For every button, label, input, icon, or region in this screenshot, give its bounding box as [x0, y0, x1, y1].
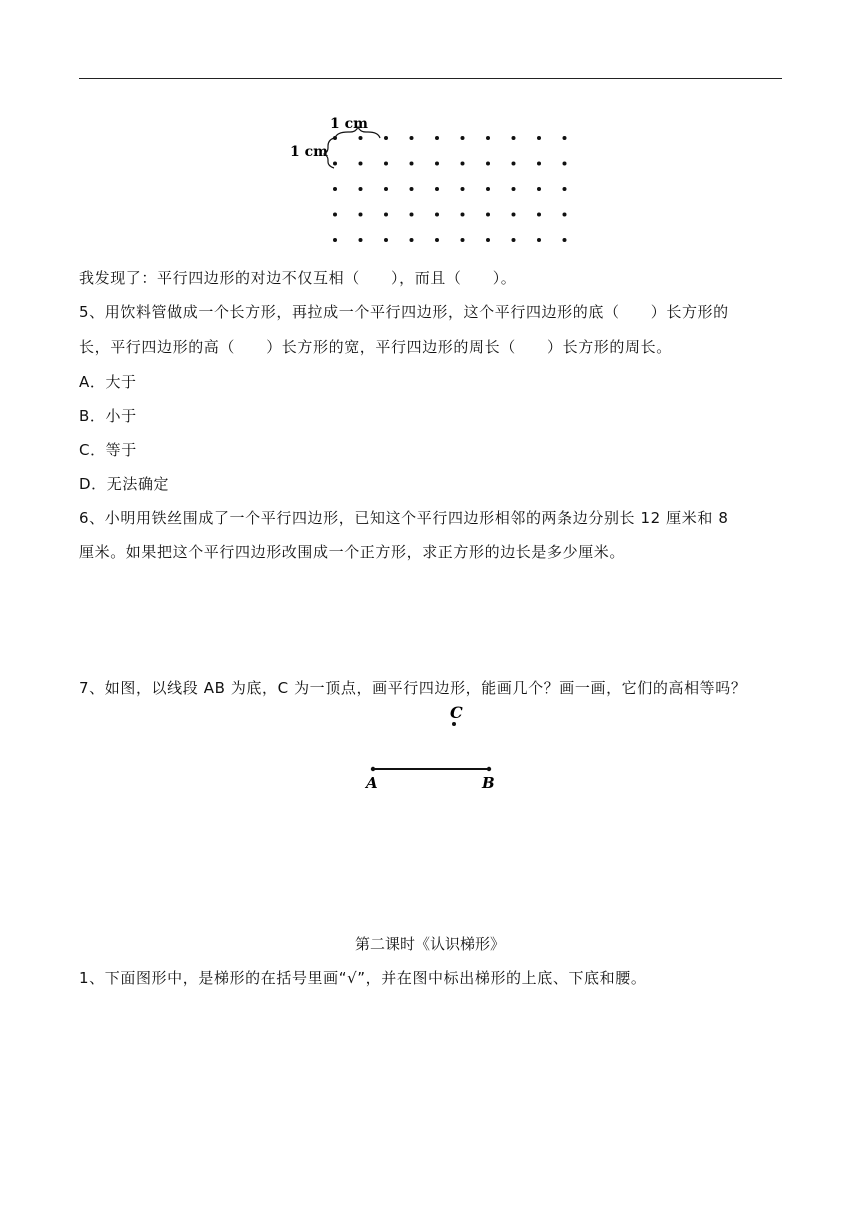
- grid-dot: [512, 187, 516, 191]
- grid-dot: [384, 136, 388, 140]
- height-label: 1 cm: [290, 144, 328, 160]
- dot-grid-figure: [280, 110, 580, 255]
- grid-dot: [486, 187, 490, 191]
- grid-dot: [333, 187, 337, 191]
- grid-dot: [563, 187, 567, 191]
- width-label: 1 cm: [330, 116, 368, 132]
- grid-dot: [435, 187, 439, 191]
- grid-dot: [435, 213, 439, 217]
- point-c: [452, 722, 456, 726]
- q4-conclusion: 我发现了：平行四边形的对边不仅互相（ ），而且（ ）。: [79, 269, 517, 287]
- grid-dot: [410, 238, 414, 242]
- grid-dot: [359, 136, 363, 140]
- grid-dot: [486, 213, 490, 217]
- grid-dot: [410, 162, 414, 166]
- grid-dot: [512, 213, 516, 217]
- grid-dot: [333, 238, 337, 242]
- grid-dot: [435, 136, 439, 140]
- grid-dot: [333, 136, 337, 140]
- label-c: C: [450, 703, 463, 722]
- grid-dot: [461, 136, 465, 140]
- q7-text: 7、如图，以线段 AB 为底，C 为一顶点，画平行四边形，能画几个？画一画，它们的高相等吗？: [79, 679, 747, 697]
- segment-figure: [355, 700, 515, 800]
- grid-dot: [563, 136, 567, 140]
- grid-dot: [435, 238, 439, 242]
- grid-dot: [461, 238, 465, 242]
- grid-dot: [537, 136, 541, 140]
- q5-line1: 5、用饮料管做成一个长方形，再拉成一个平行四边形，这个平行四边形的底（ ）长方形的: [79, 303, 729, 321]
- s2-q1: 1、下面图形中，是梯形的在括号里画“√”，并在图中标出梯形的上底、下底和腰。: [79, 969, 647, 987]
- point-b: [487, 767, 491, 771]
- q5-line2: 长，平行四边形的高（ ）长方形的宽，平行四边形的周长（ ）长方形的周长。: [79, 338, 672, 356]
- grid-dot: [563, 162, 567, 166]
- grid-dot: [537, 238, 541, 242]
- grid-dot: [359, 213, 363, 217]
- grid-dot: [486, 136, 490, 140]
- grid-dot: [512, 162, 516, 166]
- grid-dot: [563, 213, 567, 217]
- option-c: C．等于: [79, 441, 137, 459]
- grid-dot: [384, 187, 388, 191]
- grid-dot: [512, 238, 516, 242]
- grid-dot: [512, 136, 516, 140]
- option-d: D．无法确定: [79, 475, 170, 493]
- grid-dot: [333, 162, 337, 166]
- option-a: A．大于: [79, 373, 137, 391]
- grid-dot: [461, 162, 465, 166]
- height-brace: [324, 138, 334, 168]
- grid-dot: [410, 213, 414, 217]
- grid-dot: [359, 162, 363, 166]
- grid-dot: [410, 187, 414, 191]
- grid-dot: [461, 187, 465, 191]
- grid-dot: [563, 238, 567, 242]
- grid-dot: [333, 213, 337, 217]
- grid-dot: [461, 213, 465, 217]
- grid-dot: [486, 162, 490, 166]
- label-a: A: [366, 774, 378, 792]
- grid-dot: [359, 238, 363, 242]
- q6-line2: 厘米。如果把这个平行四边形改围成一个正方形，求正方形的边长是多少厘米。: [79, 543, 626, 561]
- q6-line1: 6、小明用铁丝围成了一个平行四边形，已知这个平行四边形相邻的两条边分别长 12 厘米和 8: [79, 509, 729, 527]
- point-a: [371, 767, 375, 771]
- grid-dot: [435, 162, 439, 166]
- option-b: B．小于: [79, 407, 137, 425]
- grid-dot: [359, 187, 363, 191]
- grid-dot: [537, 187, 541, 191]
- grid-dot: [486, 238, 490, 242]
- section-title: 第二课时《认识梯形》: [354, 935, 505, 953]
- grid-dot: [537, 213, 541, 217]
- grid-dot: [384, 238, 388, 242]
- grid-dot: [384, 162, 388, 166]
- dot-grid: [333, 136, 567, 242]
- header-rule: [79, 78, 782, 79]
- grid-dot: [410, 136, 414, 140]
- grid-dot: [537, 162, 541, 166]
- grid-dot: [384, 213, 388, 217]
- label-b: B: [482, 774, 495, 792]
